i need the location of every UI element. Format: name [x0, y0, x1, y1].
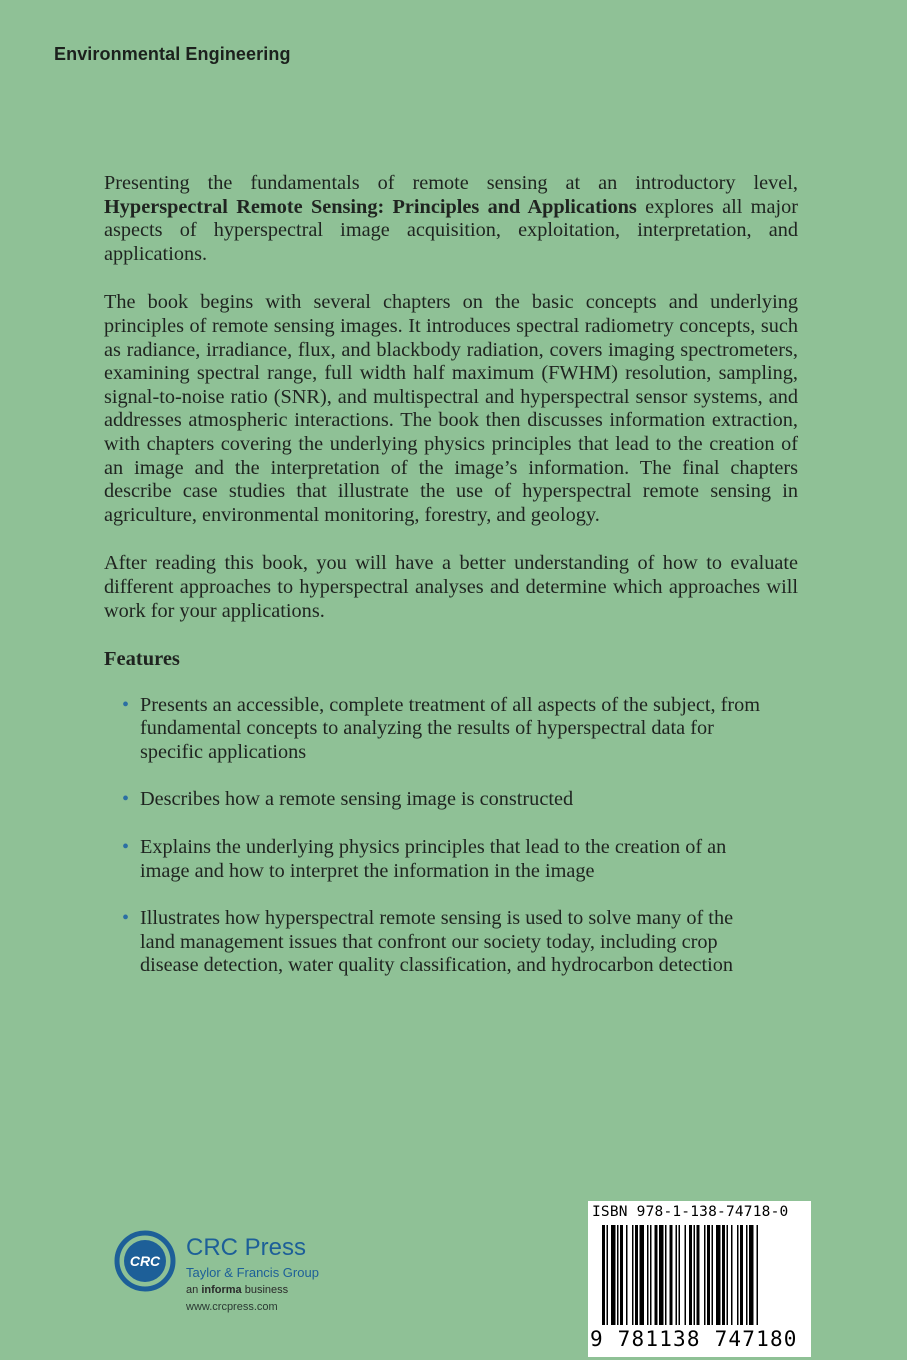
barcode-bar — [740, 1225, 743, 1325]
barcode-bar — [676, 1225, 678, 1325]
barcode-bar — [640, 1225, 645, 1325]
barcode-bar — [679, 1225, 681, 1325]
barcode-bar — [757, 1225, 759, 1325]
barcode-bar — [665, 1225, 667, 1325]
isbn-barcode — [588, 1201, 811, 1357]
book-title: Hyperspectral Remote Sensing: Principles and Applications — [104, 195, 637, 218]
emblem-text: CRC — [129, 1253, 161, 1269]
barcode-bar — [607, 1225, 609, 1325]
barcode-bar — [670, 1225, 673, 1325]
description-paragraph: The book begins with several chapters on the basic concepts and underlying principles of remote sensing images. It introduces spectral radiometry concepts, such as radiance, irradiance, flux, and blackbody radiation, covers imaging spectrometers, examining spectral range, full width half maximum (FWHM) resolution, sampling, signal-to-noise ratio (SNR), and multispectral and hyperspectral sensor systems, and addresses atmospheric interactions. The book then discusses information extraction, with chapters covering the underlying physics principles that lead to the creation of an image and the interpretation of the image’s information. The final chapters describe case studies that illustrate the use of hyperspectral remote sensing in agriculture, environmental monitoring, forestry, and geology. — [104, 291, 798, 526]
barcode-bars — [588, 1223, 811, 1327]
bullet-icon: • — [122, 788, 130, 811]
barcode-bar — [749, 1225, 754, 1325]
barcode-bar — [722, 1225, 725, 1325]
isbn-label: ISBN 978-1-138-74718-0 — [592, 1204, 789, 1220]
publisher-group: Taylor & Francis Group — [186, 1265, 319, 1280]
barcode-bar — [602, 1225, 605, 1325]
bullet-icon: • — [122, 836, 130, 859]
publisher-logo — [114, 1230, 354, 1320]
benefit-paragraph: After reading this book, you will have a better understanding of how to evaluate different approaches to hyperspectral analyses and determine which approaches will work for your applications. — [104, 552, 798, 622]
barcode-bar — [712, 1225, 714, 1325]
barcode-bar — [626, 1225, 628, 1325]
barcode-bar — [611, 1225, 616, 1325]
features-list — [104, 694, 798, 978]
publisher-name: CRC Press — [186, 1234, 307, 1261]
barcode-bar — [647, 1225, 649, 1325]
publisher-business: an informa business — [186, 1284, 289, 1296]
barcode-bar — [650, 1225, 652, 1325]
barcode-bar — [685, 1225, 687, 1325]
barcode-bar — [704, 1225, 706, 1325]
barcode-bar — [707, 1225, 710, 1325]
barcode-bar — [697, 1225, 700, 1325]
barcode-bar — [632, 1225, 634, 1325]
intro-text-1: Presenting the fundamentals of remote sensing at an introductory level, — [104, 172, 798, 194]
bullet-icon: • — [122, 907, 130, 930]
barcode-bar — [655, 1225, 658, 1325]
barcode-digits: 9 781138 747180 — [590, 1327, 798, 1351]
feature-item: • Explains the underlying physics principles that lead to the creation of an image and how to interpret the information in the image — [122, 836, 727, 882]
barcode-bar — [694, 1225, 696, 1325]
feature-item: • Illustrates how hyperspectral remote sensing is used to solve many of the land management issues that confront our society today, including crop disease detection, water quality classification, and hydrocarbon detection — [122, 907, 734, 977]
intro-paragraph — [104, 172, 798, 266]
barcode-bar — [689, 1225, 692, 1325]
barcode-bar — [727, 1225, 729, 1325]
features-heading: Features — [104, 648, 180, 671]
barcode-bar — [617, 1225, 619, 1325]
barcode-bar — [716, 1225, 721, 1325]
category-label: Environmental Engineering — [54, 44, 291, 64]
crc-emblem-icon — [114, 1230, 176, 1292]
barcode-bar — [731, 1225, 733, 1325]
back-cover-text — [104, 172, 798, 1002]
barcode-bar — [620, 1225, 623, 1325]
barcode-bar — [659, 1225, 664, 1325]
intro-text-2: explores all major aspects of hyperspectral image acquisition, exploitation, interpretation, and applications. — [104, 195, 798, 265]
bullet-icon: • — [122, 693, 130, 716]
barcode-bar — [746, 1225, 748, 1325]
barcode-bar — [635, 1225, 638, 1325]
barcode-bar — [737, 1225, 739, 1325]
publisher-url: www.crcpress.com — [186, 1301, 278, 1313]
feature-item: • Presents an accessible, complete treatment of all aspects of the subject, from fundamental concepts to analyzing the results of hyperspectral data for specific applications — [122, 693, 761, 763]
feature-item: • Describes how a remote sensing image is constructed — [122, 788, 574, 811]
